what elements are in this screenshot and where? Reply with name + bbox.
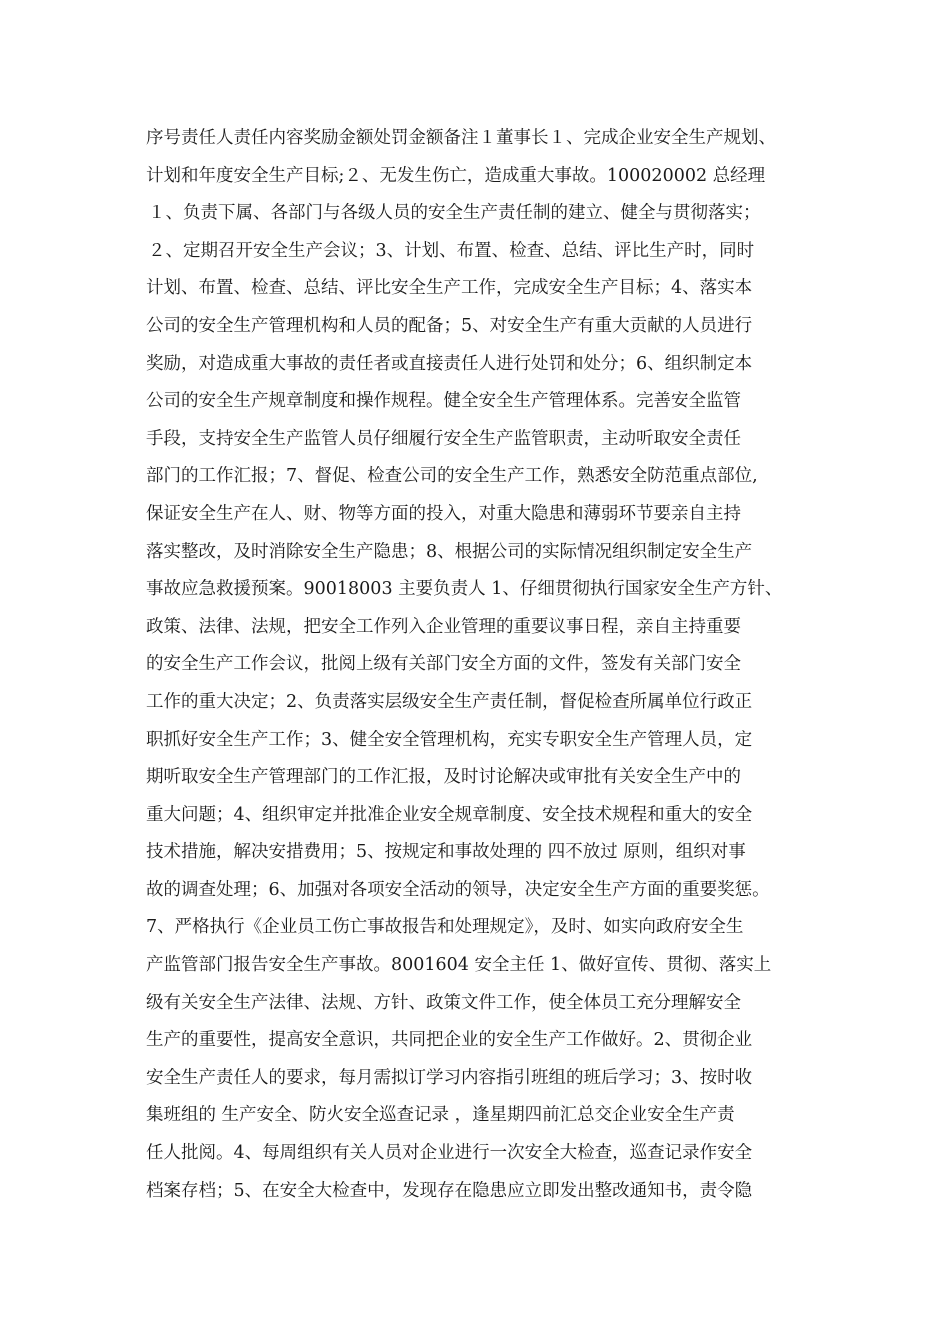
text-line: ２、定期召开安全生产会议；3、计划、布置、检查、总结、评比生产时，同时 (148, 240, 755, 261)
text-line: 故的调查处理；6、加强对各项安全活动的领导，决定安全生产方面的重要奖惩。 (146, 879, 770, 900)
text-line: 期听取安全生产管理部门的工作汇报，及时讨论解决或审批有关安全生产中的 (146, 767, 741, 788)
text-line: 部门的工作汇报；7、督促、检查公司的安全生产工作，熟悉安全防范重点部位, (146, 466, 758, 487)
text-line: 计划、布置、检查、总结、评比安全生产工作，完成安全生产目标；4、落实本 (146, 278, 753, 299)
text-line: 档案存档；5、在安全大检查中，发现存在隐患应立即发出整改通知书，责令隐 (146, 1180, 753, 1201)
text-line: 事故应急救援预案。90018003 主要负责人 1、仔细贯彻执行国家安全生产方针、 (146, 579, 783, 600)
text-line: 技术措施，解决安措费用；5、按规定和事故处理的 四不放过 原则，组织对事 (146, 842, 746, 863)
text-line: 手段，支持安全生产监管人员仔细履行安全生产监管职责，主动听取安全责任 (146, 428, 741, 449)
text-line: 保证安全生产在人、财、物等方面的投入，对重大隐患和薄弱环节要亲自主持 (146, 503, 741, 524)
text-line: 安全生产责任人的要求，每月需拟订学习内容指引班组的班后学习；3、按时收 (146, 1067, 753, 1088)
text-line: 7、严格执行《企业员工伤亡事故报告和处理规定》，及时、如实向政府安全生 (146, 917, 744, 938)
text-line: 公司的安全生产规章制度和操作规程。健全安全生产管理体系。完善安全监管 (146, 391, 741, 412)
text-line: 级有关安全生产法律、法规、方针、政策文件工作，使全体员工充分理解安全 (146, 992, 741, 1013)
text-line: 落实整改，及时消除安全生产隐患；8、根据公司的实际情况组织制定安全生产 (146, 541, 753, 562)
text-line: 奖励，对造成重大事故的责任者或直接责任人进行处罚和处分；6、组织制定本 (146, 353, 753, 374)
document-body (146, 120, 836, 1210)
text-line: 序号责任人责任内容奖励金额处罚金额备注１董事长１、完成企业安全生产规划、 (146, 128, 776, 148)
text-line: 的安全生产工作会议，批阅上级有关部门安全方面的文件，签发有关部门安全 (146, 654, 741, 675)
text-line: 职抓好安全生产工作；3、健全安全管理机构，充实专职安全生产管理人员，定 (146, 729, 753, 750)
text-line: 公司的安全生产管理机构和人员的配备；5、对安全生产有重大贡献的人员进行 (146, 315, 753, 336)
text-line: 计划和年度安全生产目标;２、无发生伤亡，造成重大事故。100020002 总经理 (146, 165, 766, 186)
text-line: 重大问题；4、组织审定并批准企业安全规章制度、安全技术规程和重大的安全 (146, 804, 753, 825)
text-line: 任人批阅。4、每周组织有关人员对企业进行一次安全大检查，巡查记录作安全 (146, 1143, 753, 1164)
text-line: １、负责下属、各部门与各级人员的安全生产责任制的建立、健全与贯彻落实； (148, 203, 761, 224)
text-line: 生产的重要性，提高安全意识，共同把企业的安全生产工作做好。2、贯彻企业 (146, 1030, 753, 1051)
text-line: 产监管部门报告安全生产事故。8001604 安全主任 1、做好宣传、贯彻、落实上 (146, 955, 772, 976)
text-line: 集班组的 生产安全、防火安全巡查记录 ，逢星期四前汇总交企业安全生产责 (146, 1105, 735, 1126)
text-line: 政策、法律、法规，把安全工作列入企业管理的重要议事日程，亲自主持重要 (146, 616, 741, 637)
text-line: 工作的重大决定；2、负责落实层级安全生产责任制，督促检查所属单位行政正 (146, 691, 753, 712)
